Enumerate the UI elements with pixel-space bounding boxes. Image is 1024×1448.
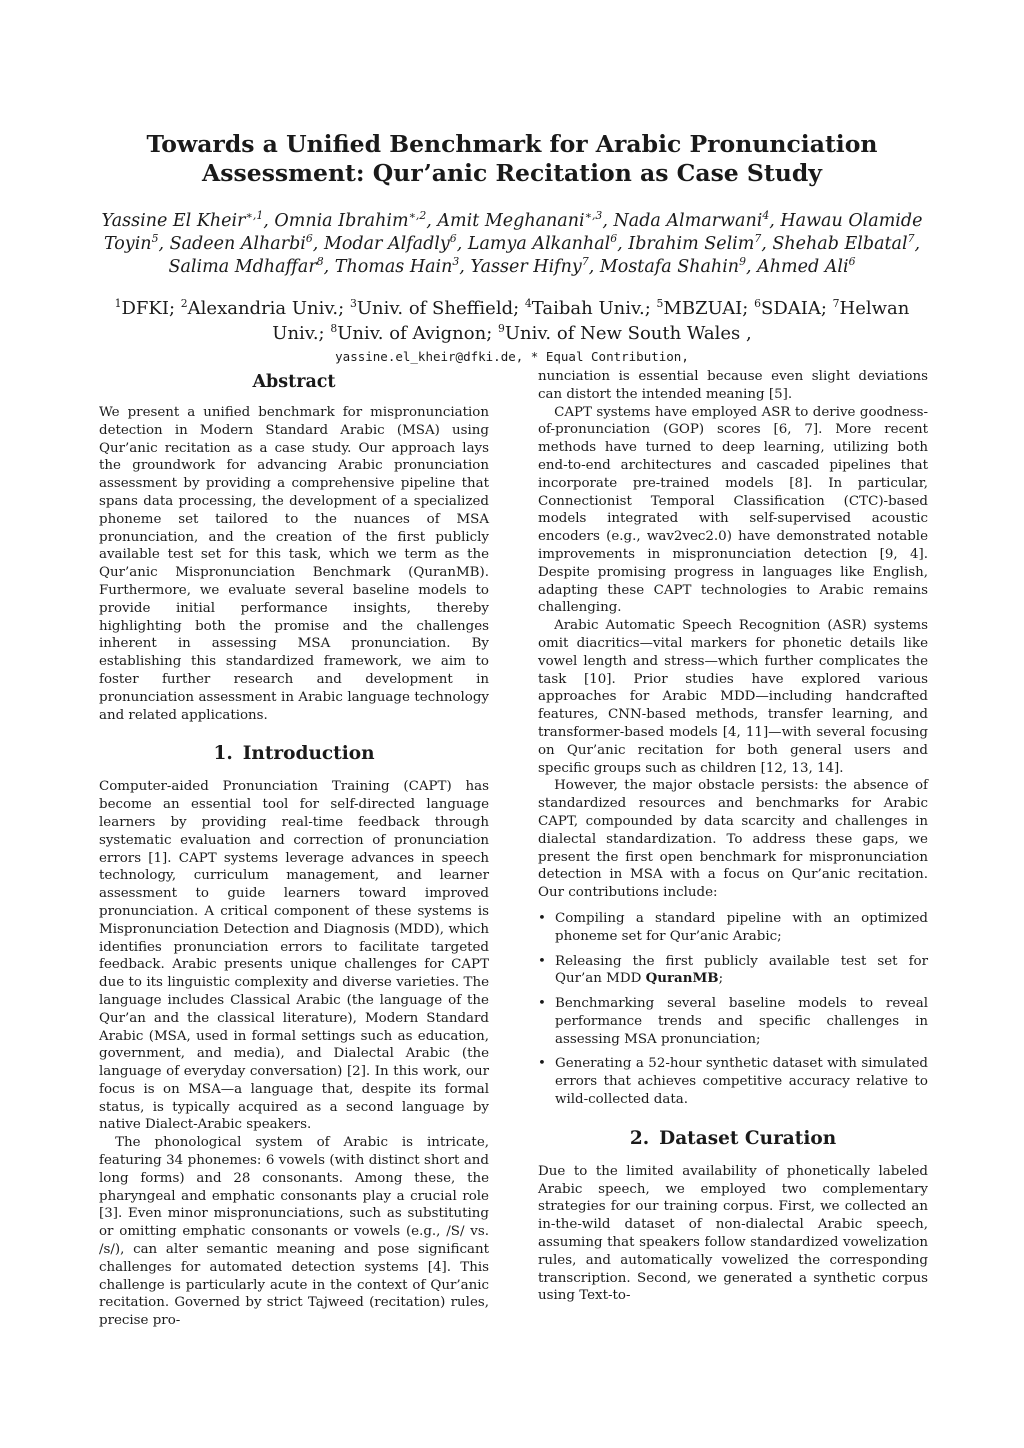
author: Salima Mdhaffar$^8$ (168, 255, 324, 277)
affiliation: $^2$Alexandria Univ.; (180, 297, 345, 319)
author: Yasser Hifny$^7$ (470, 255, 589, 277)
affiliation: $^9$Univ. of New South Wales , (498, 322, 752, 344)
section-number: 1. (213, 743, 233, 765)
author: Ibrahim Selim$^7$ (628, 232, 762, 254)
list-item: • Releasing the first publicly available test set for Qur’an MDD QuranMB; (538, 953, 928, 987)
affiliation: $^3$Univ. of Sheffield; (349, 297, 520, 319)
affiliation: $^4$Taibah Univ.; (524, 297, 651, 319)
list-item: • Compiling a standard pipeline with an optimized phoneme set for Qur’anic Arabic; (538, 910, 928, 944)
affiliation-list (90, 296, 934, 346)
bullet-icon: • (538, 996, 546, 1012)
bullet-icon: • (538, 910, 546, 926)
affiliation: $^1$DFKI; (114, 297, 176, 319)
author: Shehab Elbatal$^7$ (772, 232, 915, 254)
paragraph: CAPT systems have employed ASR to derive goodness-of-pronunciation (GOP) scores [6, 7]. More recent methods have turned to deep learning, utilizing both end-to-end architectures and cascaded pipelines that incorporate pre-trained models [8]. In particular, Connectionist Temporal Classification (CTC)-based models integrated with self-supervised acoustic encoders (e.g., wav2vec2.0) have demonstrated notable improvements in mispronunciation detection [9, 4]. Despite promising progress in languages like English, adapting these CAPT technologies to Arabic remains challenging. (538, 404, 928, 616)
contact-email: yassine.el_kheir@dfki.de, * Equal Contribution, (335, 349, 689, 364)
affiliation: $^8$Univ. of Avignon; (330, 322, 493, 344)
title-line-1: Towards a Unified Benchmark for Arabic Pronunciation (146, 130, 878, 158)
section-heading-dataset-curation (538, 1127, 928, 1151)
section-title: Dataset Curation (659, 1127, 837, 1149)
affiliation: $^6$SDAIA; (754, 297, 827, 319)
author: Thomas Hain$^3$ (334, 255, 460, 277)
list-item: • Generating a 52-hour synthetic dataset with simulated errors that achieves competitive accuracy relative to wild-collected data. (538, 1056, 928, 1108)
affiliation: $^5$MBZUAI; (656, 297, 749, 319)
section-heading-introduction (99, 742, 489, 766)
author: Nada Almarwani$^4$ (613, 209, 770, 231)
section-number: 2. (629, 1127, 650, 1149)
paper-title (100, 130, 924, 188)
affiliation: $^7$Helwan Univ.; (272, 297, 910, 344)
paragraph: Due to the limited availability of phonetically labeled Arabic speech, we employed two complementary strategies for our training corpus. First, we collected an in-the-wild dataset of non-dialectal Arabic speech, assuming that speakers follow standardized vowelization rules, and automatically vowelized the corresponding transcription. Second, we generated a synthetic corpus using Text-to- (538, 1163, 928, 1304)
left-column (99, 368, 489, 1330)
author: Sadeen Alharbi$^6$ (169, 232, 313, 254)
author: Lamya Alkanhal$^6$ (467, 232, 618, 254)
paragraph: nunciation is essential because even slight deviations can distort the intended meaning [5]. (538, 369, 928, 402)
bullet-icon: • (538, 1056, 546, 1072)
section-title: Introduction (242, 743, 375, 765)
author-list: Yassine El Kheir$^{∗,1}$, Omnia Ibrahim$^{∗,2}$, Amit Meghanani$^{∗,3}$, Nada Almarwani$^4$, Hawau Olamide Toyin$^5$, Sadeen Alharbi$^6$, Modar Alfadly$^6$, Lamya Alkanhal$^6$, Ibrahim Selim$^7$, Shehab Elbatal$^7$, Salima Mdhaffar$^8$, Thomas Hain$^3$, Yasser Hifny$^7$, Mostafa Shahin$^9$, Ahmed Ali$^6$ (101, 209, 923, 277)
author: Yassine El Kheir$^{∗,1}$ (101, 209, 264, 231)
paragraph: However, the major obstacle persists: the absence of standardized resources and benchmarks for Arabic CAPT, compounded by data scarcity and challenges in dialectal standardization. To address these gaps, we present the first open benchmark for mispronunciation detection in MSA with a focus on Qur’anic recitation. Our contributions include: (538, 778, 928, 901)
author: Modar Alfadly$^6$ (323, 232, 457, 254)
bullet-icon: • (538, 953, 546, 969)
author: Mostafa Shahin$^9$ (599, 255, 746, 277)
paragraph: Arabic Automatic Speech Recognition (ASR) systems omit diacritics—vital markers for phonetic details like vowel length and stress—which further complicates the task [10]. Prior studies have explored various approaches for Arabic MDD—including handcrafted features, CNN-based methods, transfer learning, and transformer-based models [4, 11]—with several focusing on Qur’anic recitation for both general users and specific groups such as children [12, 13, 14]. (538, 618, 928, 776)
author: Hawau Olamide Toyin$^5$ (103, 211, 923, 254)
paragraph: The phonological system of Arabic is intricate, featuring 34 phonemes: 6 vowels (with distinct short and long forms) and 28 consonants. Among these, the pharyngeal and emphatic consonants play a crucial role [3]. Even minor mispronunciations, such as substituting or omitting emphatic consonants or vowels (e.g., /S/ vs. /s/), can alter semantic meaning and pose significant challenges for automated detection systems [4]. This challenge is particularly acute in the context of Qur’anic recitation. Governed by strict Tajweed (recitation) rules, precise pro- (99, 1135, 489, 1329)
title-line-2: Assessment: Qur’anic Recitation as Case Study (202, 159, 822, 187)
author: Omnia Ibrahim$^{∗,2}$ (274, 209, 427, 231)
author: Amit Meghanani$^{∗,3}$ (437, 209, 603, 231)
contribution-list (538, 910, 928, 1109)
abstract-text: We present a unified benchmark for mispronunciation detection in Modern Standard Arabic (MSA) using Qur’anic recitation as a case study. Our approach lays the groundwork for advancing Arabic pronunciation assessment by providing a comprehensive pipeline that spans data processing, the development of a specialized phoneme set tailored to the nuances of MSA pronunciation, and the creation of the first publicly available test set for this task, which we term as the Qur’anic Mispronunciation Benchmark (QuranMB). Furthermore, we evaluate several baseline models to provide initial performance insights, thereby highlighting both the promise and the challenges inherent in assessing MSA pronunciation. By establishing this standardized framework, we aim to foster further research and development in pronunciation assessment in Arabic language technology and related applications. (99, 405, 489, 723)
abstract-heading: Abstract (252, 372, 336, 392)
list-item: • Benchmarking several baseline models to reveal performance trends and specific challenges in assessing MSA pronunciation; (538, 996, 928, 1047)
paragraph: Computer-aided Pronunciation Training (CAPT) has become an essential tool for self-directed language learners by providing real-time feedback through systematic evaluation and correction of pronunciation errors [1]. CAPT systems leverage advances in speech technology, curriculum management, and learner assessment to guide learners toward improved pronunciation. A critical component of these systems is Mispronunciation Detection and Diagnosis (MDD), which identifies pronunciation errors to facilitate targeted feedback. Arabic presents unique challenges for CAPT due to its linguistic complexity and diverse varieties. The language includes Classical Arabic (the language of the Qur’an and the classical literature), Modern Standard Arabic (MSA, used in formal settings such as education, government, and media), and Dialectal Arabic (the language of everyday conversation) [2]. In this work, our focus is on MSA—a language that, despite its formal status, is typically acquired as a second language by native Dialect-Arabic speakers. (99, 779, 489, 1133)
author: Ahmed Ali$^6$ (757, 255, 856, 277)
right-column (538, 368, 928, 1305)
